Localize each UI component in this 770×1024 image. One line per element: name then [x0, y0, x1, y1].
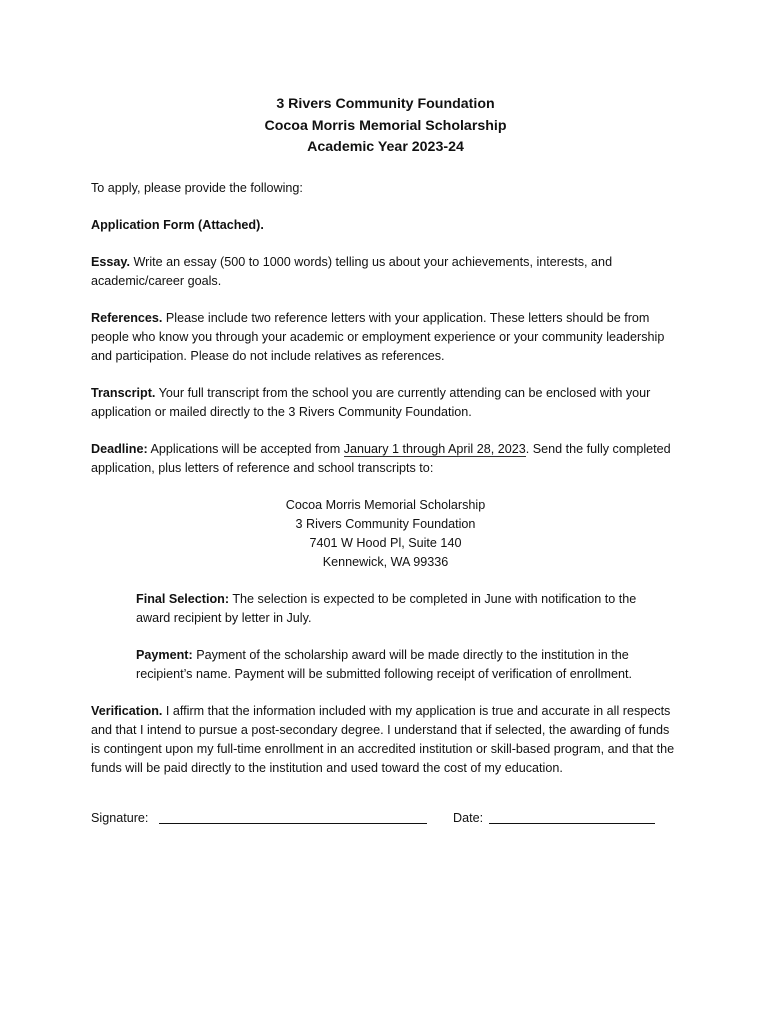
intro-text: To apply, please provide the following:: [91, 180, 303, 195]
application-form-item: [91, 216, 680, 235]
payment-text: Payment of the scholarship award will be made directly to the institution in the recipient’s name. Payment will be submitted following receipt of verification of enrollment.: [136, 647, 633, 681]
transcript-text: Your full transcript from the school you are currently attending can be enclosed with your application or mailed directly to the 3 Rivers Community Foundation.: [91, 385, 651, 419]
references-text: Please include two reference letters with your application. These letters should be from people who know you through your academic or employment experience or your community leadership and participation. Please do not include relatives as references.: [91, 310, 665, 363]
deadline-text-after: . Send the fully completed application, plus letters of reference and school transcripts to:: [91, 441, 671, 475]
date-line[interactable]: [489, 823, 655, 824]
final-selection-item: [91, 590, 680, 628]
payment-item: [91, 646, 680, 684]
foundation-name: 3 Rivers Community Foundation: [276, 96, 495, 112]
deadline-label: Deadline:: [91, 441, 148, 456]
academic-year: Academic Year 2023-24: [307, 139, 464, 155]
essay-item: [91, 253, 680, 291]
address-line-1: Cocoa Morris Memorial Scholarship: [285, 497, 486, 512]
date-label: Date:: [453, 810, 484, 825]
essay-label: Essay.: [91, 254, 130, 269]
signature-label: Signature:: [91, 810, 149, 825]
address-line-4: Kennewick, WA 99336: [322, 554, 449, 569]
address-line-3: 7401 W Hood Pl, Suite 140: [309, 535, 462, 550]
application-form-label: Application Form (Attached).: [91, 217, 264, 232]
signature-row: [91, 809, 680, 829]
essay-text: Write an essay (500 to 1000 words) telling us about your achievements, interests, and academic/career goals.: [91, 254, 613, 288]
verification-label: Verification.: [91, 703, 163, 718]
scholarship-name: Cocoa Morris Memorial Scholarship: [264, 117, 507, 134]
signature-line[interactable]: [159, 823, 427, 824]
final-selection-label: Final Selection:: [136, 591, 230, 606]
document-header: [91, 94, 680, 159]
deadline-dates: January 1 through April 28, 2023: [343, 441, 526, 456]
payment-label: Payment:: [136, 647, 193, 662]
address-line-2: 3 Rivers Community Foundation: [295, 516, 476, 531]
verification-item: [91, 702, 680, 778]
references-label: References.: [91, 310, 163, 325]
transcript-item: [91, 384, 680, 422]
deadline-text-before: Applications will be accepted from: [147, 441, 344, 456]
mailing-address: [91, 496, 680, 572]
final-selection-text: The selection is expected to be completed in June with notification to the award recipient by letter in July.: [136, 591, 637, 625]
verification-text: I affirm that the information included with my application is true and accurate in all respects and that I intend to pursue a post-secondary degree. I understand that if selected, the awarding of funds is contingent upon my full-time enrollment in an accredited institution or skill-based program, and that the funds will be paid directly to the institution and used toward the cost of my education.: [91, 703, 675, 775]
deadline-item: [91, 440, 680, 478]
references-item: [91, 309, 680, 366]
transcript-label: Transcript.: [91, 385, 156, 400]
